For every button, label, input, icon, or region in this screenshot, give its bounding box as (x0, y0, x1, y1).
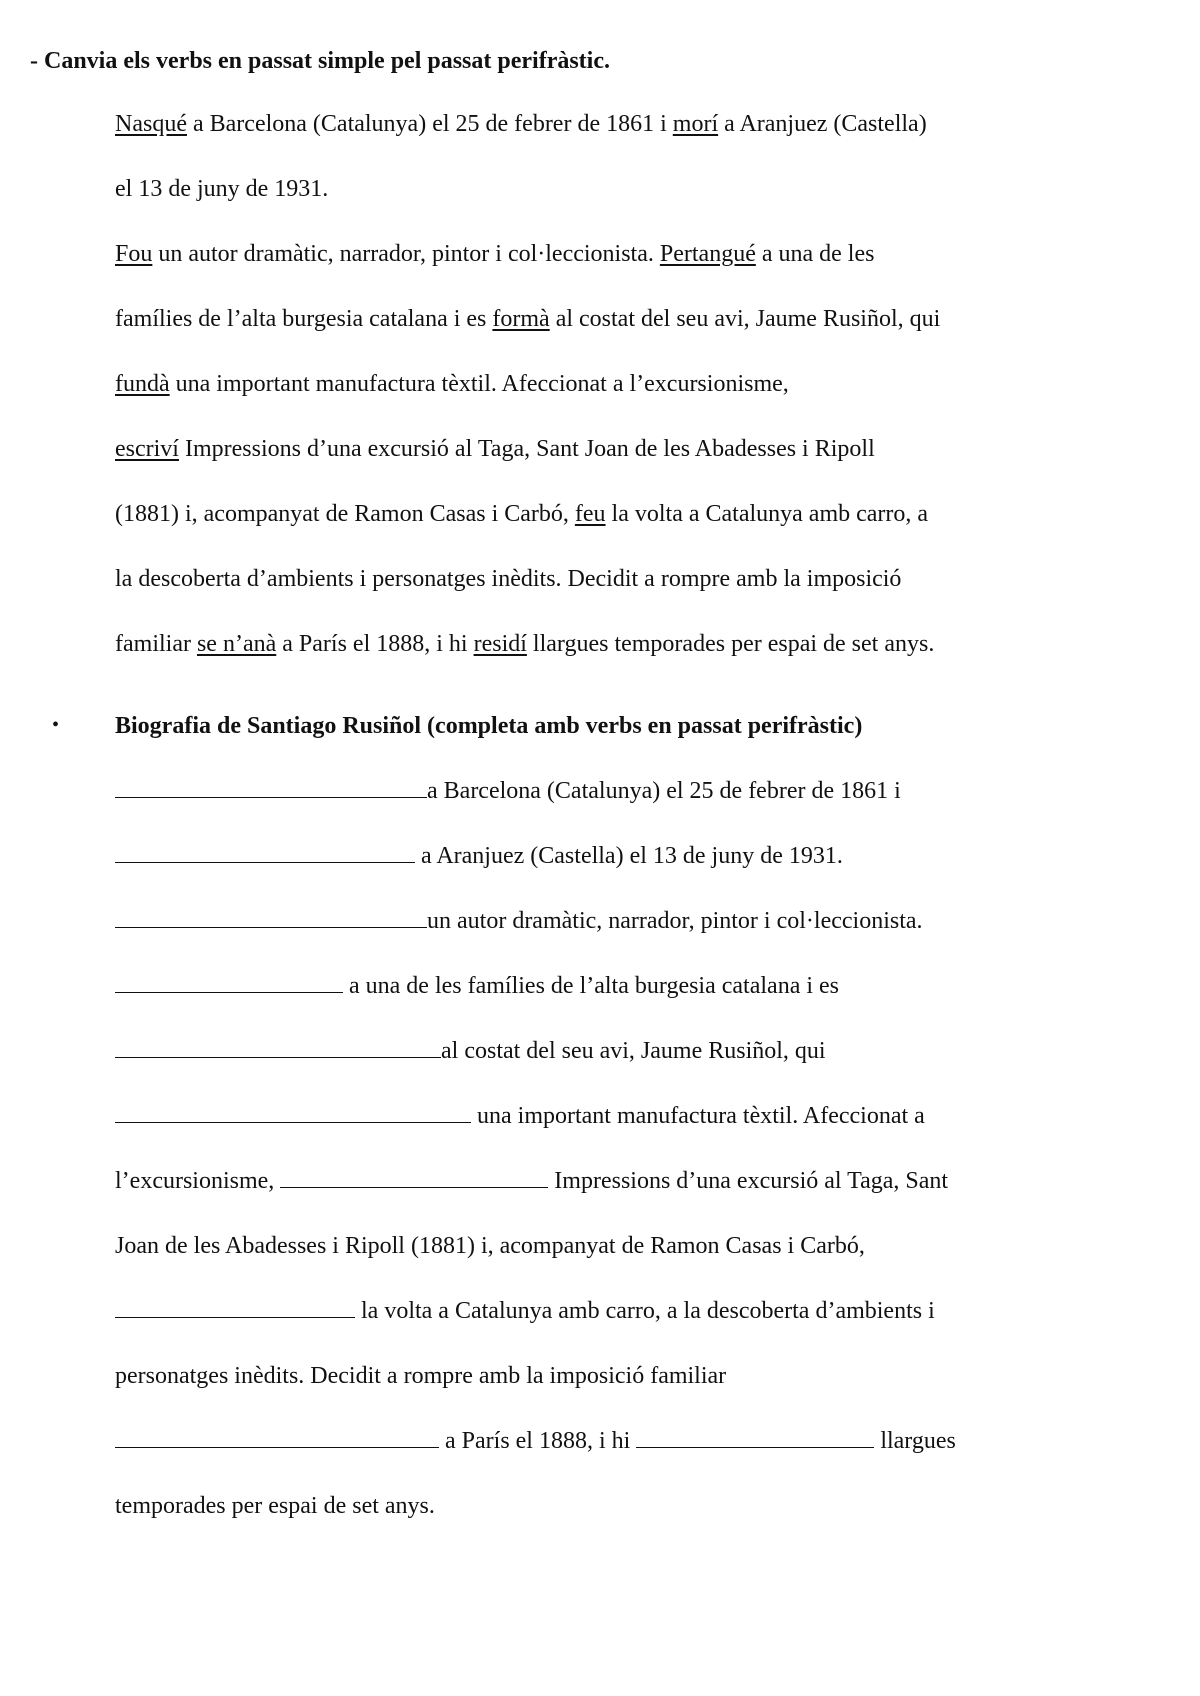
blank-field-2[interactable] (115, 844, 415, 863)
blank-field-3[interactable] (115, 909, 427, 928)
original-line-9 (115, 629, 934, 659)
text-segment: a una de les (755, 241, 875, 267)
verb-feu: feu (574, 501, 606, 527)
text-segment: la volta a Catalunya amb carro, a la descoberta d’ambients i (355, 1298, 935, 1324)
text-segment: famílies de l’alta burgesia catalana i es (115, 306, 493, 332)
blank-field-10[interactable] (636, 1429, 874, 1448)
original-line-1 (115, 109, 927, 139)
bullet-icon: • (52, 714, 60, 736)
text-segment: a Aranjuez (Castella) el 13 de juny de 1931. (415, 843, 843, 869)
text-segment: un autor dramàtic, narrador, pintor i col·leccionista. (427, 908, 923, 934)
text-segment: a una de les famílies de l’alta burgesia catalana i es (343, 973, 840, 999)
text-segment: el 13 de juny de 1931. (115, 176, 329, 202)
text-segment: a Barcelona (Catalunya) el 25 de febrer de 1861 i (427, 778, 901, 804)
text-segment: una important manufactura tèxtil. Afeccionat a (471, 1103, 925, 1129)
text-segment: temporades per espai de set anys. (115, 1493, 435, 1519)
original-line-3 (115, 239, 874, 269)
blank-field-6[interactable] (115, 1104, 471, 1123)
exercise-line-12 (115, 1491, 435, 1521)
text-segment: una important manufactura tèxtil. Afeccionat a l’excursionisme, (169, 371, 789, 397)
text-segment: a Aranjuez (Castella) (718, 111, 927, 137)
text-segment: l’excursionisme, (115, 1168, 281, 1194)
blank-field-9[interactable] (115, 1429, 439, 1448)
exercise-line-5 (115, 1036, 826, 1066)
original-line-8 (115, 564, 901, 594)
blank-field-4[interactable] (115, 974, 343, 993)
exercise-line-9 (115, 1296, 935, 1326)
text-segment: un autor dramàtic, narrador, pintor i col·leccionista. (152, 241, 660, 267)
exercise-line-6 (115, 1101, 925, 1131)
exercise-line-1 (115, 776, 901, 806)
text-segment: a París el 1888, i hi (439, 1428, 637, 1454)
text-segment: Joan de les Abadesses i Ripoll (1881) i, acompanyat de Ramon Casas i Carbó, (115, 1233, 865, 1259)
blank-field-7[interactable] (280, 1169, 548, 1188)
blank-field-1[interactable] (115, 779, 427, 798)
text-segment: la volta a Catalunya amb carro, a (605, 501, 929, 527)
text-segment: familiar (115, 631, 197, 657)
text-segment: personatges inèdits. Decidit a rompre amb la imposició familiar (115, 1363, 727, 1389)
original-line-5 (115, 369, 789, 399)
text-segment: llargues (874, 1428, 956, 1454)
text-segment: Impressions d’una excursió al Taga, Sant (548, 1168, 949, 1194)
instruction-dash: - (30, 48, 38, 74)
blank-field-8[interactable] (115, 1299, 355, 1318)
exercise-line-10 (115, 1361, 726, 1391)
verb-se-n-ana: se n’anà (196, 631, 277, 657)
text-segment: Impressions d’una excursió al Taga, Sant Joan de les Abadesses i Ripoll (178, 436, 875, 462)
original-line-4 (115, 304, 940, 334)
exercise-line-8 (115, 1231, 865, 1261)
verb-fou: Fou (115, 241, 153, 267)
verb-escrivi: escriví (115, 436, 179, 462)
exercise-line-4 (115, 971, 839, 1001)
original-line-7 (115, 499, 928, 529)
exercise-line-11 (115, 1426, 956, 1456)
text-segment: a Barcelona (Catalunya) el 25 de febrer de 1861 i (186, 111, 673, 137)
exercise-line-7 (115, 1166, 948, 1196)
instruction-text: Canvia els verbs en passat simple pel passat perifràstic. (44, 48, 610, 74)
blank-field-5[interactable] (115, 1039, 441, 1058)
instruction (30, 46, 610, 76)
verb-funda: fundà (115, 371, 170, 397)
verb-pertangue: Pertangué (659, 241, 756, 267)
exercise-line-2 (115, 841, 843, 871)
text-segment: (1881) i, acompanyat de Ramon Casas i Carbó, (115, 501, 575, 527)
text-segment: al costat del seu avi, Jaume Rusiñol, qui (441, 1038, 826, 1064)
text-segment: la descoberta d’ambients i personatges inèdits. Decidit a rompre amb la imposició (115, 566, 902, 592)
verb-residi: residí (473, 631, 527, 657)
verb-forma: formà (492, 306, 550, 332)
verb-nasque: Nasqué (115, 111, 187, 137)
exercise-line-3 (115, 906, 923, 936)
text-segment: al costat del seu avi, Jaume Rusiñol, qui (549, 306, 941, 332)
verb-mori: morí (672, 111, 719, 137)
original-line-2 (115, 174, 328, 204)
text-segment: a París el 1888, i hi (276, 631, 474, 657)
text-segment: llargues temporades per espai de set anys. (526, 631, 935, 657)
exercise-heading: Biografia de Santiago Rusiñol (completa amb verbs en passat perifràstic) (115, 713, 863, 739)
original-line-6 (115, 434, 875, 464)
